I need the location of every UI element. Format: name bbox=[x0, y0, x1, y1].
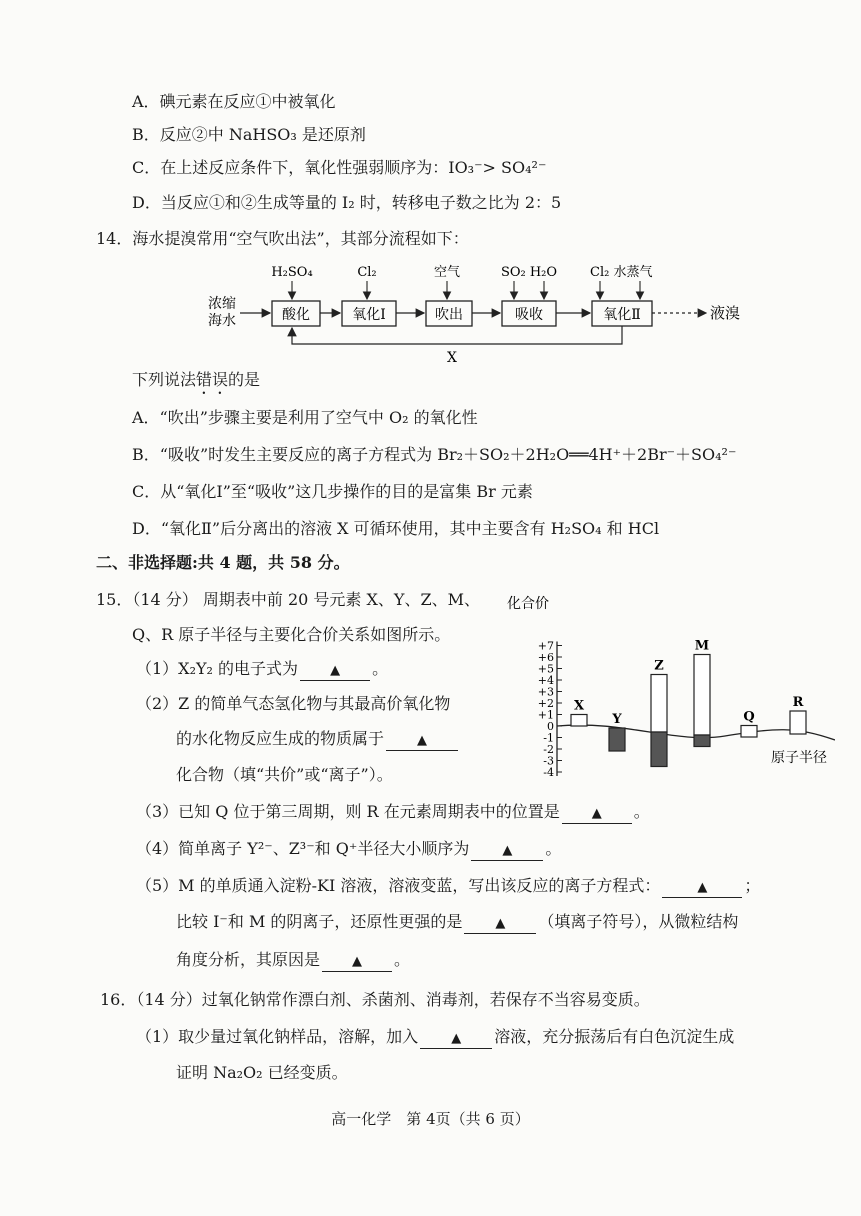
triangle-icon: ▲ bbox=[495, 916, 506, 931]
q16-part-1 bbox=[136, 1027, 734, 1049]
answer-blank[interactable] bbox=[471, 840, 543, 861]
q15-part-3-end: 。 bbox=[633, 802, 650, 821]
bar-r-positive bbox=[790, 711, 806, 734]
q15-part-4-end: 。 bbox=[545, 839, 562, 858]
q15-stem-1: 15．（14 分） 周期表中前 20 号元素 X、Y、Z、M、 bbox=[96, 590, 480, 609]
bar-y-negative bbox=[609, 728, 625, 751]
y-tick-label: +4 bbox=[537, 674, 554, 687]
q15-part-1-text: （1）X₂Y₂ 的电子式为 bbox=[136, 659, 299, 678]
q14-option-d: D．“氧化Ⅱ”后分离出的溶液 X 可循环使用，其中主要含有 H₂SO₄ 和 HCl bbox=[132, 519, 660, 538]
q13-option-a: A．碘元素在反应①中被氧化 bbox=[132, 92, 336, 111]
q14-prompt-post: 的是 bbox=[228, 370, 261, 389]
bar-m-positive bbox=[694, 655, 710, 736]
flow-recycle-label: X bbox=[447, 350, 457, 366]
q16-part-1-text: （1）取少量过氧化钠样品，溶解，加入 bbox=[136, 1027, 419, 1046]
q15-part-5b-text: 比较 I⁻和 M 的阴离子，还原性更强的是 bbox=[176, 912, 463, 931]
answer-blank[interactable] bbox=[420, 1028, 492, 1049]
q15-part-5b bbox=[176, 912, 738, 934]
q14-option-c: C．从“氧化Ⅰ”至“吸收”这几步操作的目的是富集 Br 元素 bbox=[132, 482, 533, 501]
bar-x-positive bbox=[571, 715, 587, 727]
y-tick-label: +6 bbox=[537, 651, 554, 664]
q15-part-2-line2 bbox=[176, 729, 460, 751]
y-tick-label: -4 bbox=[543, 766, 554, 779]
q15-part-2-line3: 化合物（填“共价”或“离子”）。 bbox=[176, 765, 393, 784]
q15-part-5-end: ； bbox=[744, 876, 761, 895]
flow-reagent: Cl₂ bbox=[357, 265, 377, 280]
q15-part-5c-text: 角度分析，其原因是 bbox=[176, 950, 321, 969]
q15-part-1 bbox=[136, 659, 388, 681]
q15-part-3-text: （3）已知 Q 位于第三周期，则 R 在元素周期表中的位置是 bbox=[136, 802, 560, 821]
triangle-icon: ▲ bbox=[591, 806, 602, 821]
triangle-icon: ▲ bbox=[330, 663, 341, 678]
answer-blank[interactable] bbox=[662, 877, 742, 898]
q14-stem: 14．海水提溴常用“空气吹出法”，其部分流程如下： bbox=[96, 229, 469, 248]
answer-blank[interactable] bbox=[322, 951, 392, 972]
y-tick-label: -3 bbox=[543, 754, 554, 768]
q15-part-5b-end: （填离子符号），从微粒结构 bbox=[538, 912, 739, 931]
q13-option-c: C．在上述反应条件下，氧化性强弱顺序为：IO₃⁻> SO₄²⁻ bbox=[132, 158, 547, 177]
page-footer: 高一化学 第 4页（共 6 页） bbox=[331, 1110, 530, 1128]
q15-stem-2: Q、R 原子半径与主要化合价关系如图所示。 bbox=[132, 625, 451, 644]
y-tick-label: +2 bbox=[537, 697, 554, 710]
triangle-icon: ▲ bbox=[352, 954, 363, 969]
section-2-heading: 二、非选择题:共 4 题，共 58 分。 bbox=[96, 553, 350, 572]
q15-part-5c bbox=[176, 950, 410, 972]
q14-prompt bbox=[132, 370, 260, 398]
q15-part-5-text: （5）M 的单质通入淀粉-KI 溶液，溶液变蓝，写出该反应的离子方程式： bbox=[136, 876, 661, 895]
triangle-icon: ▲ bbox=[697, 880, 708, 895]
q14-prompt-pre: 下列说法 bbox=[132, 370, 197, 389]
bar-label-m: M bbox=[694, 638, 710, 654]
y-tick-label: 0 bbox=[547, 720, 554, 733]
flow-output: 液溴 bbox=[710, 304, 741, 322]
y-tick-label: +5 bbox=[537, 662, 554, 676]
bar-label-x: X bbox=[573, 698, 585, 714]
q13-option-d: D．当反应①和②生成等量的 I₂ 时，转移电子数之比为 2：5 bbox=[132, 193, 562, 212]
q14-option-b: B．“吸收”时发生主要反应的离子方程式为 Br₂＋SO₂＋2H₂O══4H⁺＋2Br⁻＋SO₄²⁻ bbox=[132, 445, 737, 464]
q15-part-2-text: 的水化物反应生成的物质属于 bbox=[176, 729, 385, 748]
flow-input-line1: 浓缩 bbox=[208, 296, 236, 312]
q15-part-4-text: （4）简单离子 Y²⁻、Z³⁻和 Q⁺半径大小顺序为 bbox=[136, 839, 470, 858]
bar-q-positive bbox=[741, 726, 757, 738]
flow-reagent: 空气 bbox=[433, 265, 461, 280]
bar-z-positive bbox=[651, 675, 667, 733]
flow-reagent: SO₂ H₂O bbox=[500, 265, 558, 280]
flow-step-label: 氧化Ⅰ bbox=[352, 307, 386, 323]
x-axis-label: 原子半径 bbox=[771, 750, 827, 766]
q15-part-1-end: 。 bbox=[372, 659, 389, 678]
flow-step-label: 酸化 bbox=[282, 307, 310, 323]
flow-reagent: H₂SO₄ bbox=[271, 265, 313, 280]
y-tick-label: +7 bbox=[537, 639, 554, 653]
answer-blank[interactable] bbox=[562, 803, 632, 824]
flow-step-label: 吸收 bbox=[515, 307, 543, 323]
bar-label-r: R bbox=[792, 695, 804, 710]
y-tick-label: -1 bbox=[543, 731, 554, 745]
answer-blank[interactable] bbox=[386, 730, 458, 751]
q14-prompt-emph: 错误 bbox=[196, 370, 229, 389]
valence-chart bbox=[505, 590, 835, 800]
answer-blank[interactable] bbox=[464, 913, 536, 934]
bar-label-y: Y bbox=[612, 712, 622, 727]
flow-step-label: 吹出 bbox=[435, 307, 463, 323]
bar-m-negative bbox=[694, 735, 710, 747]
q15-part-5 bbox=[136, 876, 760, 898]
q14-option-a: A．“吹出”步骤主要是利用了空气中 O₂ 的氧化性 bbox=[132, 408, 478, 427]
y-tick-label: +1 bbox=[537, 708, 554, 722]
q15-part-3 bbox=[136, 802, 650, 824]
y-axis-label: 化合价 bbox=[507, 596, 549, 612]
flow-reagent: Cl₂ 水蒸气 bbox=[590, 265, 653, 280]
q15-part-5c-end: 。 bbox=[394, 950, 411, 969]
q16-part-1-end: 溶液，充分振荡后有白色沉淀生成 bbox=[494, 1027, 735, 1046]
bar-label-z: Z bbox=[654, 658, 664, 674]
q16-part-1-line2: 证明 Na₂O₂ 已经变质。 bbox=[176, 1063, 348, 1082]
answer-blank[interactable] bbox=[300, 660, 370, 681]
triangle-icon: ▲ bbox=[502, 843, 513, 858]
q15-part-4 bbox=[136, 839, 561, 861]
triangle-icon: ▲ bbox=[451, 1031, 462, 1046]
y-tick-label: -2 bbox=[543, 743, 554, 756]
flow-diagram bbox=[200, 258, 800, 366]
q16-stem: 16．（14 分）过氧化钠常作漂白剂、杀菌剂、消毒剂，若保存不当容易变质。 bbox=[100, 990, 650, 1009]
bar-label-q: Q bbox=[743, 709, 755, 725]
y-tick-label: +3 bbox=[537, 685, 554, 699]
q15-part-2-line1: （2）Z 的简单气态氢化物与其最高价氧化物 bbox=[136, 694, 451, 713]
triangle-icon: ▲ bbox=[417, 733, 428, 748]
q13-option-b: B．反应②中 NaHSO₃ 是还原剂 bbox=[132, 125, 366, 144]
flow-step-label: 氧化Ⅱ bbox=[603, 307, 641, 323]
flow-input-line2: 海水 bbox=[208, 313, 236, 329]
bar-z-negative bbox=[651, 732, 667, 767]
